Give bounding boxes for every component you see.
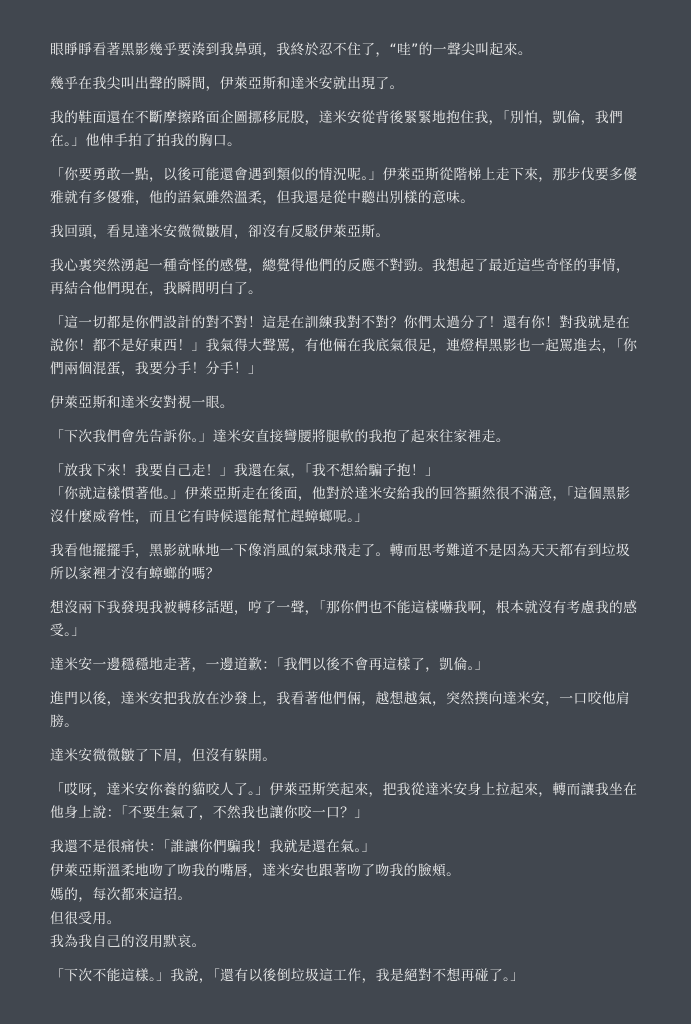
paragraph: 我看他擺擺手，黑影就咻地一下像消風的氣球飛走了。轉而思考難道不是因為天天都有到垃圾所以家裡才沒有蟑螂的嗎？ [50,543,631,582]
paragraph: 進門以後，達米安把我放在沙發上，我看著他們倆，越想越氣，突然撲向達米安，一口咬他肩膀。 [50,691,631,730]
paragraph: 達米安一邊穩穩地走著，一邊道歉：「我們以後不會再這樣了，凱倫。」 [50,657,489,673]
paragraph: 媽的，每次都來這招。 [50,887,192,903]
paragraph: 我心裏突然湧起一種奇怪的感覺，總覺得他們的反應不對勁。我想起了最近這些奇怪的事情，再結合他們現在，我瞬間明白了。 [50,258,631,297]
paragraph: 幾乎在我尖叫出聲的瞬間，伊萊亞斯和達米安就出現了。 [50,76,404,92]
paragraph: 「你要勇敢一點，以後可能還會遇到類似的情況呢。」伊萊亞斯從階梯上走下來，那步伐要多優雅就有多優雅，他的語氣雖然溫柔，但我還是從中聽出別樣的意味。 [50,167,638,206]
paragraph: 「放我下來！我要自己走！」我還在氣，「我不想給騙子抱！」 「你就這樣慣著他。」伊萊亞斯走在後面，他對於達米安給我的回答顯然很不滿意，「這個黑影沒什麼威脅性，而且它有時候還能幫忙趕蟑螂呢。」 [50,463,631,525]
paragraph: 眼睜睜看著黑影幾乎要湊到我鼻頭，我終於忍不住了，“哇”的一聲尖叫起來。 [50,42,532,58]
paragraph: 我還不是很痛快：「誰讓你們騙我！我就是還在氣。」 [50,839,376,855]
paragraph: 「下次不能這樣。」我說，「還有以後倒垃圾這工作，我是絕對不想再碰了。」 [50,968,525,984]
paragraph: 但很受用。 我為我自己的沒用默哀。 [50,911,206,950]
paragraph: 「哎呀，達米安你養的貓咬人了。」伊萊亞斯笑起來，把我從達米安身上拉起來，轉而讓我坐在他身上說：「不要生氣了，不然我也讓你咬一口？」 [50,782,638,821]
paragraph: 想沒兩下我發現我被轉移話題，哼了一聲，「那你們也不能這樣嚇我啊，根本就沒有考慮我的感受。」 [50,600,638,639]
paragraph: 伊萊亞斯和達米安對視一眼。 [50,395,234,411]
paragraph: 伊萊亞斯溫柔地吻了吻我的嘴唇，達米安也跟著吻了吻我的臉頰。 [50,863,461,879]
paragraph: 「這一切都是你們設計的對不對！這是在訓練我對不對？你們太過分了！還有你！對我就是在說你！都不是好東西！」我氣得大聲罵，有他倆在我底氣很足，連燈桿黑影也一起罵進去，「你們兩個混蛋，我要分手！分手！」 [50,315,638,377]
paragraph: 「下次我們會先告訴你。」達米安直接彎腰將腿軟的我抱了起來往家裡走。 [50,429,510,445]
paragraph: 我回頭，看見達米安微微皺眉，卻沒有反駁伊萊亞斯。 [50,224,390,240]
paragraph: 達米安微微皺了下眉，但沒有躲開。 [50,748,277,764]
paragraph: 我的鞋面還在不斷摩擦路面企圖挪移屁股，達米安從背後緊緊地抱住我，「別怕，凱倫，我們在。」他伸手拍了拍我的胸口。 [50,110,624,149]
